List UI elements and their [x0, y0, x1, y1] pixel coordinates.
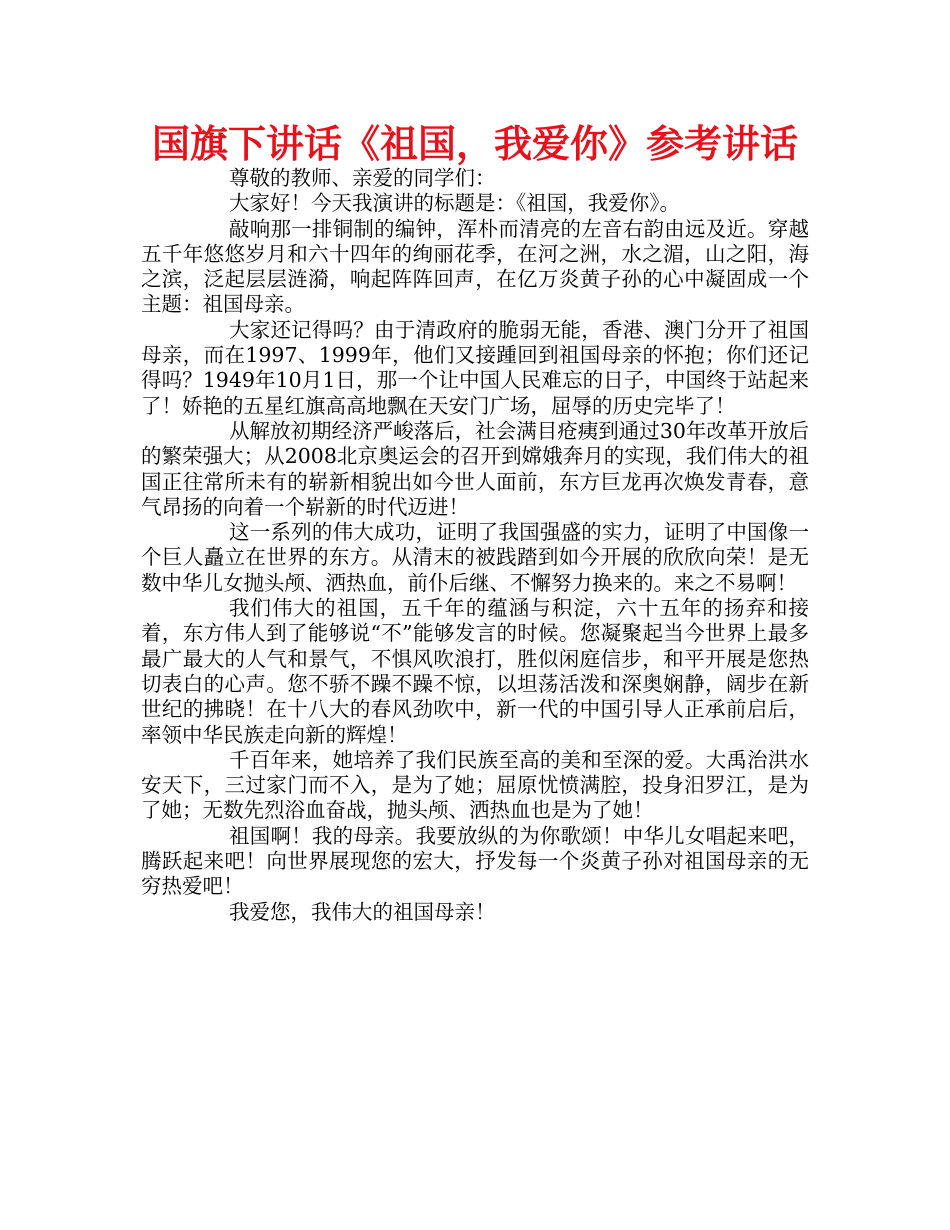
document-title: 国旗下讲话《祖国，我爱你》参考讲话	[151, 122, 798, 166]
body-paragraph: 大家还记得吗？由于清政府的脆弱无能，香港、澳门分开了祖国母亲，而在1997、1999年，他们又接踵回到祖国母亲的怀抱；你们还记得吗？1949年10月1日，那一个让中国人民难忘的日子，中国终于站起来了！娇艳的五星红旗高高地飘在天安门广场，屈辱的历史完毕了！	[141, 317, 809, 418]
document-body	[141, 166, 809, 925]
salutation-paragraph: 尊敬的教师、亲爱的同学们：	[229, 166, 496, 190]
greeting-paragraph: 大家好！今天我演讲的标题是：《祖国，我爱你》。	[229, 191, 680, 216]
closing-paragraph: 我爱您，我伟大的祖国母亲！	[229, 899, 496, 924]
body-paragraph: 敲响那一排铜制的编钟，浑朴而清亮的左音右韵由远及近。穿越五千年悠悠岁月和六十四年的绚丽花季，在河之洲，水之湄，山之阳，海之滨，泛起层层涟漪，响起阵阵回声，在亿万炎黄子孙的心中凝固成一个主题：祖国母亲。	[141, 216, 809, 317]
body-paragraph: 我们伟大的祖国，五千年的蕴涵与积淀，六十五年的扬弃和接着，东方伟人到了能够说“不”能够发言的时候。您凝聚起当今世界上最多最广最大的人气和景气，不惧风吹浪打，胜似闲庭信步，和平开展是您热切表白的心声。您不骄不躁不躁不惊，以坦荡活泼和深奥娴静，阔步在新世纪的拂晓！在十八大的春风劲吹中，新一代的中国引导人正承前启后，率领中华民族走向新的辉煌！	[141, 596, 809, 747]
body-paragraph: 从解放初期经济严峻落后，社会满目疮痍到通过30年改革开放后的繁荣强大；从2008北京奥运会的召开到嫦娥奔月的实现，我们伟大的祖国正往常所未有的崭新相貌出如今世人面前，东方巨龙再次焕发青春，意气昂扬的向着一个崭新的时代迈进！	[141, 418, 809, 519]
body-paragraph: 祖国啊！我的母亲。我要放纵的为你歌颂！中华儿女唱起来吧，腾跃起来吧！向世界展现您的宏大，抒发每一个炎黄子孙对祖国母亲的无穷热爱吧！	[141, 823, 809, 899]
body-paragraph: 千百年来，她培养了我们民族至高的美和至深的爱。大禹治洪水安天下，三过家门而不入，是为了她；屈原忧愤满腔，投身汨罗江，是为了她；无数先烈浴血奋战，抛头颅、洒热血也是为了她！	[141, 747, 809, 823]
body-paragraph: 这一系列的伟大成功，证明了我国强盛的实力，证明了中国像一个巨人矗立在世界的东方。从清末的被践踏到如今开展的欣欣向荣！是无数中华儿女抛头颅、洒热血，前仆后继、不懈努力换来的。来之不易啊！	[141, 520, 809, 595]
